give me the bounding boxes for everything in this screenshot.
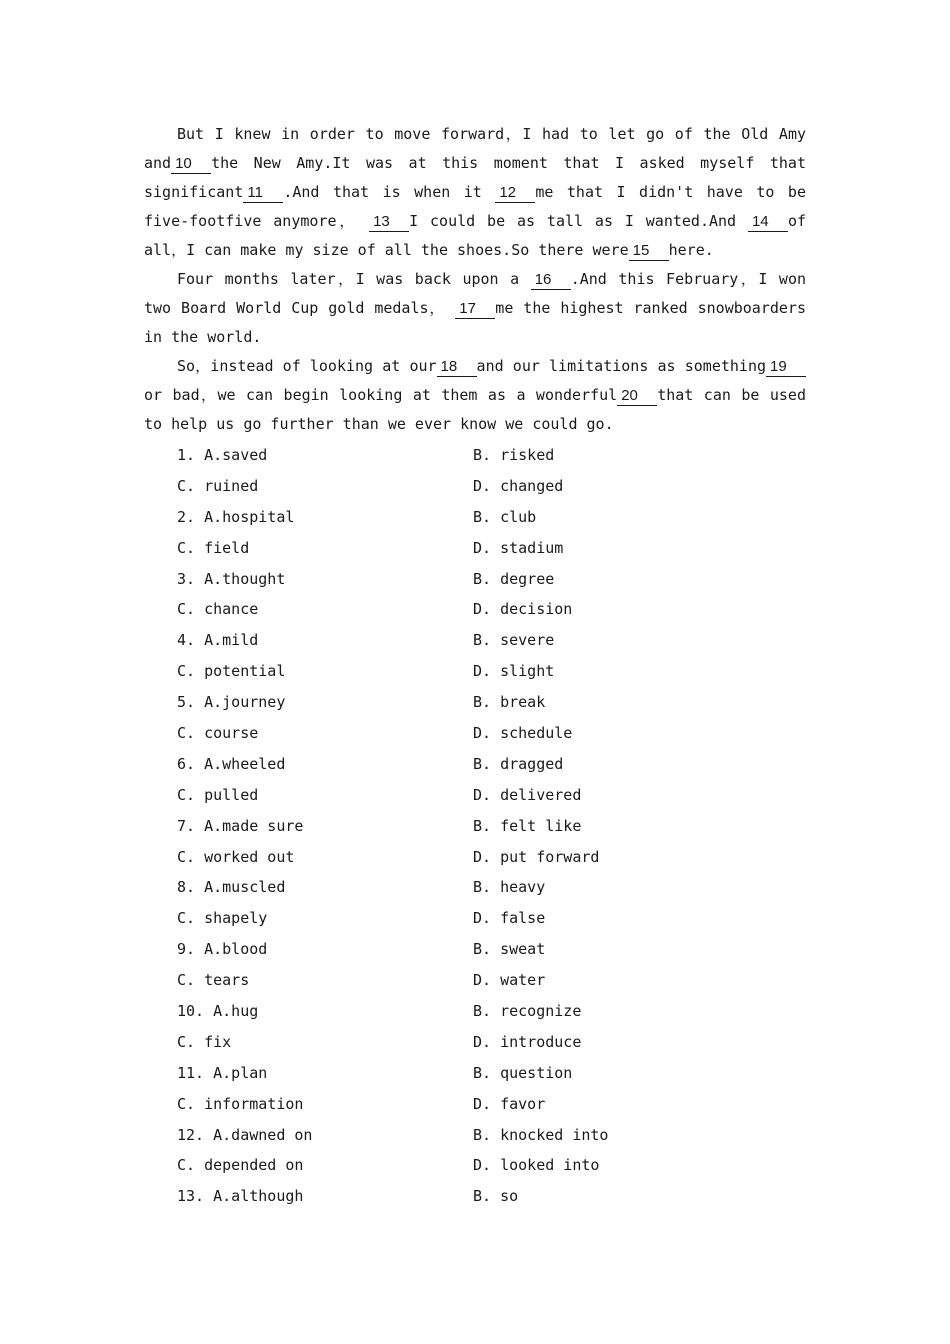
paragraph-1 bbox=[144, 120, 806, 265]
option-right: D. false bbox=[473, 909, 546, 928]
option-right: B. knocked into bbox=[473, 1125, 609, 1144]
option-left: 4. A.mild bbox=[177, 631, 259, 650]
option-left: 6. A.wheeled bbox=[177, 754, 286, 773]
passage-text: .And this February，I won two Board World Cup gold medals， bbox=[144, 270, 806, 317]
option-left: C. chance bbox=[177, 600, 259, 619]
option-right: D. slight bbox=[473, 662, 555, 681]
option-right: D. water bbox=[473, 971, 546, 990]
option-right: D. delivered bbox=[473, 785, 582, 804]
option-right: D. stadium bbox=[473, 538, 564, 557]
option-left: C. tears bbox=[177, 971, 250, 990]
answer-options bbox=[177, 440, 797, 1212]
option-left: 2. A.hospital bbox=[177, 507, 295, 526]
option-row bbox=[177, 533, 797, 564]
blank-20: 20 bbox=[617, 387, 657, 406]
option-row bbox=[177, 934, 797, 965]
option-right: B. risked bbox=[473, 446, 555, 464]
option-right: D. schedule bbox=[473, 724, 573, 743]
option-row bbox=[177, 842, 797, 873]
option-row bbox=[177, 811, 797, 842]
blank-14: 14 bbox=[748, 213, 788, 232]
option-left: C. depended on bbox=[177, 1156, 304, 1175]
option-row bbox=[177, 1120, 797, 1151]
passage-text: me that I didn't have to be five-footfive anymore， bbox=[144, 183, 806, 230]
passage-text: I could be as tall as I wanted.And bbox=[409, 212, 737, 230]
option-row bbox=[177, 872, 797, 903]
passage-text: that can be used to help us go further than we ever know we could go. bbox=[144, 386, 806, 433]
blank-12: 12 bbox=[495, 184, 535, 203]
passage-text: me the highest ranked snowboarders in the world. bbox=[144, 299, 806, 346]
option-row bbox=[177, 440, 797, 471]
option-right: B. sweat bbox=[473, 940, 546, 959]
option-left: 1. A.saved bbox=[177, 446, 268, 464]
option-row bbox=[177, 625, 797, 656]
option-right: D. changed bbox=[473, 476, 564, 495]
option-row bbox=[177, 564, 797, 595]
option-left: 8. A.muscled bbox=[177, 878, 286, 897]
option-left: C. shapely bbox=[177, 909, 268, 928]
passage-text: So，instead of looking at our bbox=[177, 357, 437, 375]
option-row bbox=[177, 1058, 797, 1089]
option-row bbox=[177, 1181, 797, 1212]
option-right: B. dragged bbox=[473, 754, 564, 773]
passage-text: the New Amy.It was at this moment that I asked myself that significant bbox=[144, 154, 806, 201]
option-right: B. degree bbox=[473, 569, 555, 588]
option-row bbox=[177, 718, 797, 749]
option-left: C. worked out bbox=[177, 847, 295, 866]
option-row bbox=[177, 471, 797, 502]
option-row bbox=[177, 965, 797, 996]
option-left: C. potential bbox=[177, 662, 286, 681]
passage-text: and our limitations as something bbox=[476, 357, 766, 375]
blank-15: 15 bbox=[629, 242, 669, 261]
option-row bbox=[177, 594, 797, 625]
passage-text: of all，I can make my size of all the shoes.So there were bbox=[144, 212, 807, 259]
option-left: C. pulled bbox=[177, 785, 259, 804]
blank-17: 17 bbox=[455, 300, 495, 319]
option-row bbox=[177, 780, 797, 811]
option-left: C. ruined bbox=[177, 476, 259, 495]
option-right: B. break bbox=[473, 693, 546, 712]
option-right: B. severe bbox=[473, 631, 555, 650]
option-row bbox=[177, 996, 797, 1027]
option-left: 5. A.journey bbox=[177, 693, 286, 712]
option-left: C. field bbox=[177, 538, 250, 557]
option-left: 11. A.plan bbox=[177, 1063, 268, 1082]
passage-text: Four months later，I was back upon a bbox=[177, 270, 520, 288]
option-right: B. felt like bbox=[473, 816, 582, 835]
passage-text: .And that is when it bbox=[283, 183, 482, 201]
blank-13: 13 bbox=[369, 213, 409, 232]
option-right: D. decision bbox=[473, 600, 573, 619]
option-row bbox=[177, 1150, 797, 1181]
option-row bbox=[177, 749, 797, 780]
option-right: D. favor bbox=[473, 1094, 546, 1113]
passage-text: or bad，we can begin looking at them as a wonderful bbox=[144, 386, 618, 404]
option-row bbox=[177, 1027, 797, 1058]
blank-18: 18 bbox=[437, 358, 477, 377]
option-right: B. recognize bbox=[473, 1002, 582, 1021]
option-row bbox=[177, 656, 797, 687]
option-left: 13. A.although bbox=[177, 1187, 304, 1206]
option-left: C. course bbox=[177, 724, 259, 743]
paragraph-3 bbox=[144, 352, 806, 439]
option-left: 10. A.hug bbox=[177, 1002, 259, 1021]
option-row bbox=[177, 687, 797, 718]
option-row bbox=[177, 1089, 797, 1120]
option-right: B. heavy bbox=[473, 878, 546, 897]
cloze-passage bbox=[144, 120, 806, 439]
blank-10: 10 bbox=[171, 155, 211, 174]
option-right: D. looked into bbox=[473, 1156, 600, 1175]
option-left: C. information bbox=[177, 1094, 304, 1113]
option-row bbox=[177, 502, 797, 533]
option-row bbox=[177, 903, 797, 934]
passage-text: here. bbox=[668, 241, 714, 259]
blank-11: 11 bbox=[243, 184, 283, 203]
paragraph-2 bbox=[144, 265, 806, 352]
blank-19: 19 bbox=[766, 358, 806, 377]
option-left: C. fix bbox=[177, 1032, 232, 1051]
blank-16: 16 bbox=[531, 271, 571, 290]
option-right: D. put forward bbox=[473, 847, 600, 866]
option-right: B. club bbox=[473, 507, 537, 526]
option-left: 3. A.thought bbox=[177, 569, 286, 588]
option-right: D. introduce bbox=[473, 1032, 582, 1051]
option-left: 7. A.made sure bbox=[177, 816, 304, 835]
option-right: B. question bbox=[473, 1063, 573, 1082]
option-right: B. so bbox=[473, 1187, 519, 1206]
option-left: 12. A.dawned on bbox=[177, 1125, 313, 1144]
option-left: 9. A.blood bbox=[177, 940, 268, 959]
passage-text: But I knew in order to move forward，I had to let go of the Old Amy and bbox=[144, 125, 806, 172]
